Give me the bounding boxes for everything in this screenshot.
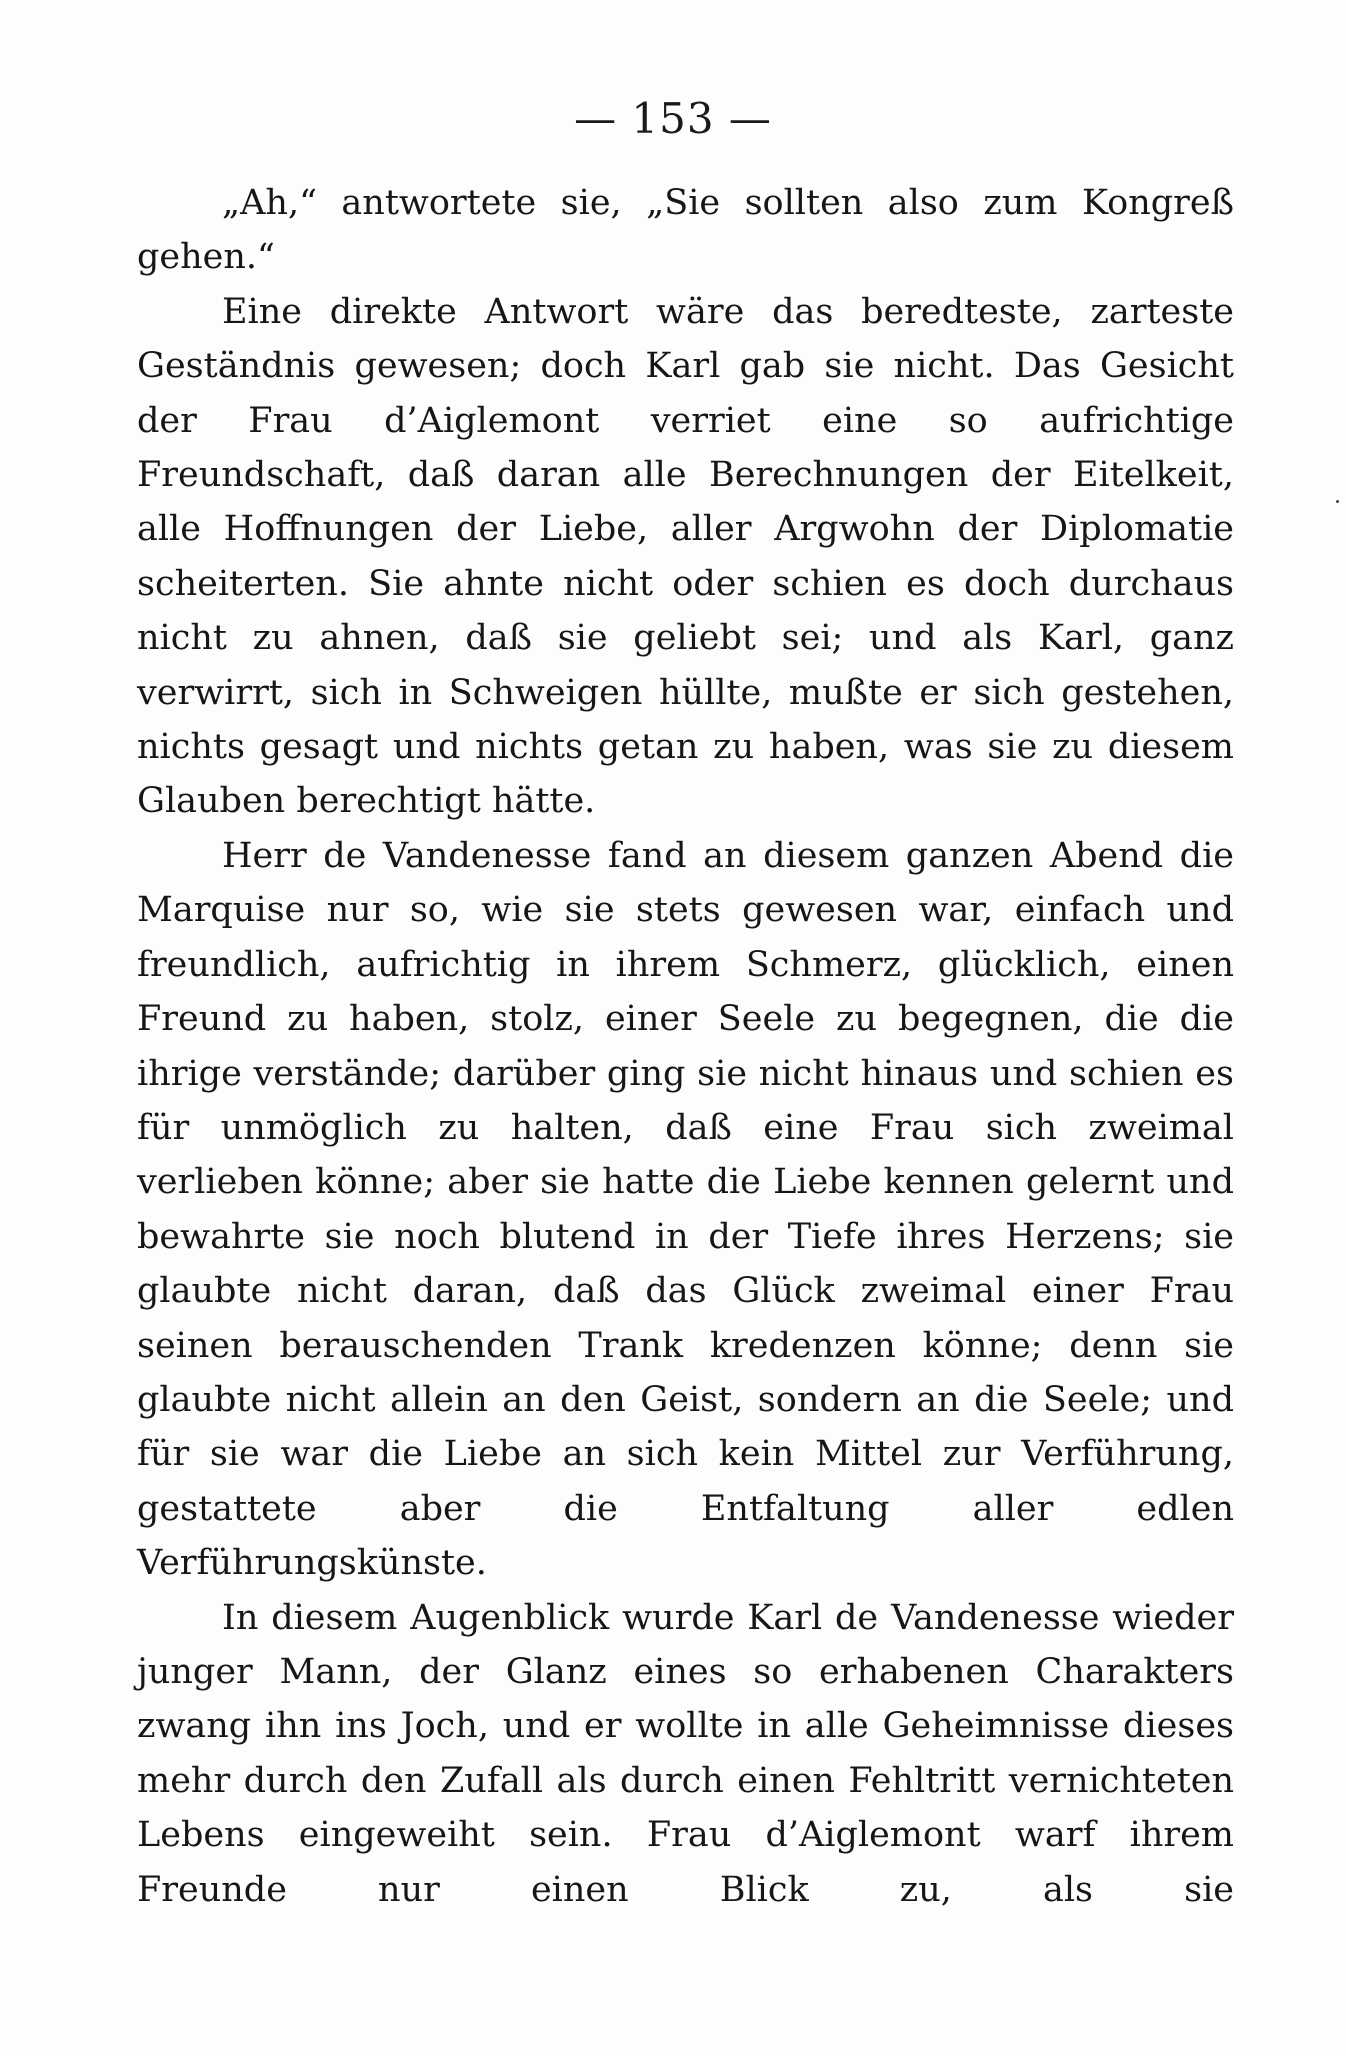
- paragraph-2: Eine direkte Antwort wäre das beredteste, zarteste Geständnis gewesen; doch Karl gab sie nicht. Das Gesicht der Frau d’Aiglemont verriet eine so aufrichtige Freundschaft, daß daran alle Berechnungen der Eitelkeit, alle Hoffnungen der Liebe, aller Argwohn der Diplomatie scheiterten. Sie ahnte nicht oder schien es doch durchaus nicht zu ahnen, daß sie geliebt sei; und als Karl, ganz verwirrt, sich in Schweigen hüllte, mußte er sich gestehen, nichts gesagt und nichts getan zu haben, was sie zu diesem Glauben berechtigt hätte.: [137, 291, 1234, 822]
- body-text: [137, 176, 1234, 1917]
- paragraph-1: „Ah,“ antwortete sie, „Sie sollten also zum Kongreß gehen.“: [137, 183, 1234, 278]
- paragraph-4: In diesem Augenblick wurde Karl de Vandenesse wieder junger Mann, der Glanz eines so erhabenen Charakters zwang ihn ins Joch, und er wollte in alle Geheimnisse dieses mehr durch den Zufall als durch einen Fehltritt vernichteten Lebens eingeweiht sein. Frau d’Aiglemont warf ihrem Freunde nur einen Blick zu, als sie: [137, 1597, 1234, 1910]
- scan-speck: [1336, 500, 1339, 503]
- page-number: — 153 —: [574, 94, 772, 143]
- paragraph-3: Herr de Vandenesse fand an diesem ganzen Abend die Marquise nur so, wie sie stets gewesen war, einfach und freundlich, aufrichtig in ihrem Schmerz, glücklich, einen Freund zu haben, stolz, einer Seele zu begegnen, die die ihrige verstände; darüber ging sie nicht hinaus und schien es für unmöglich zu halten, daß eine Frau sich zweimal verlieben könne; aber sie hatte die Liebe kennen gelernt und bewahrte sie noch blutend in der Tiefe ihres Herzens; sie glaubte nicht daran, daß das Glück zweimal einer Frau seinen berauschenden Trank kredenzen könne; denn sie glaubte nicht allein an den Geist, sondern an die Seele; und für sie war die Liebe an sich kein Mittel zur Verführung, gestattete aber die Entfaltung aller edlen Verführungskünste.: [137, 835, 1234, 1584]
